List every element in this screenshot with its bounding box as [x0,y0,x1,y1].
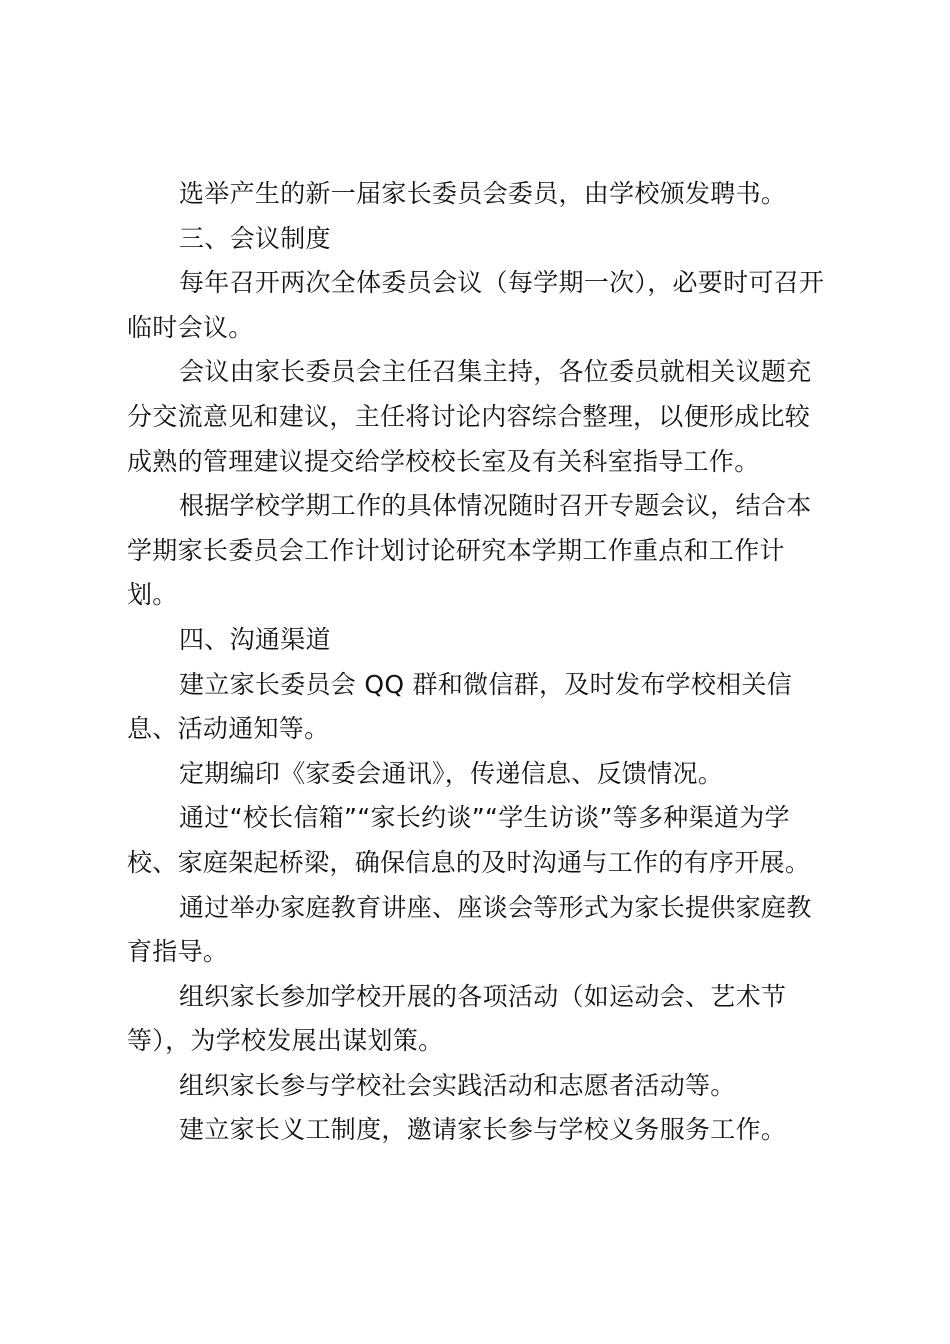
text-line: 建立家长义工制度，邀请家长参与学校义务服务工作。 [179,1115,787,1145]
text-line: 学期家长委员会工作计划讨论研究本学期工作重点和工作计划。 [127,535,785,610]
text-line: 三、会议制度 [179,223,331,253]
text-line: 定期编印《家委会通讯》，传递信息、反馈情况。 [179,758,724,788]
text-line: 根据学校学期工作的具体情况随时召开专题会议，结合本 [179,491,812,521]
paragraph [127,484,833,618]
paragraph [127,752,833,797]
text-line: 会议由家长委员会主任召集主持，各位委员就相关议题充 [179,357,812,387]
text-line: 通过“校长信箱”“家长约谈”“学生访谈”等多种渠道 [179,803,740,833]
paragraph [127,172,833,217]
section-heading [127,217,833,262]
paragraph [127,975,833,1064]
text-line: 选举产生的新一届家长委员会委员，由学校颁发聘书。 [179,179,787,208]
text-line: 展。 [759,847,811,877]
text-line: 活动通知等。 [177,714,330,744]
text-line: 每年召开两次全体委员会议（每学期一次），必要时可召 [179,268,800,298]
text-line: 等），为学校发展出谋划策。 [127,1026,444,1056]
text-line: 育指导。 [127,937,229,967]
paragraph [127,1064,833,1109]
paragraph [127,796,833,885]
paragraph [127,663,833,752]
paragraph [127,261,833,350]
paragraph [127,886,833,975]
text-line: 四、沟通渠道 [179,624,331,654]
text-line: 为学校、家庭架起桥梁，确保信息的及时沟通与工作的有序开 [127,803,790,877]
paragraph [127,1108,833,1153]
text-line: 组织家长参加学校开展的各项活动（如运动会、艺术节 [179,981,787,1011]
text-line: 成熟的管理建议提交给学校校长室及有关科室指导工作。 [127,446,760,476]
text-line: 分交流意见和建议，主任将讨论内容综合整理，以便形成比较 [127,401,811,431]
document-body [127,172,833,1153]
paragraph [127,350,833,484]
text-line: 建立家长委员会 QQ 群和微信群，及时发布学校相关信息、 [127,669,793,744]
section-heading [127,618,833,663]
text-line: 组织家长参与学校社会实践活动和志愿者活动等。 [179,1070,736,1100]
text-line: 通过举办家庭教育讲座、座谈会等形式为家长提供家庭教 [179,892,812,922]
text-line: 开临时会议。 [127,268,825,342]
